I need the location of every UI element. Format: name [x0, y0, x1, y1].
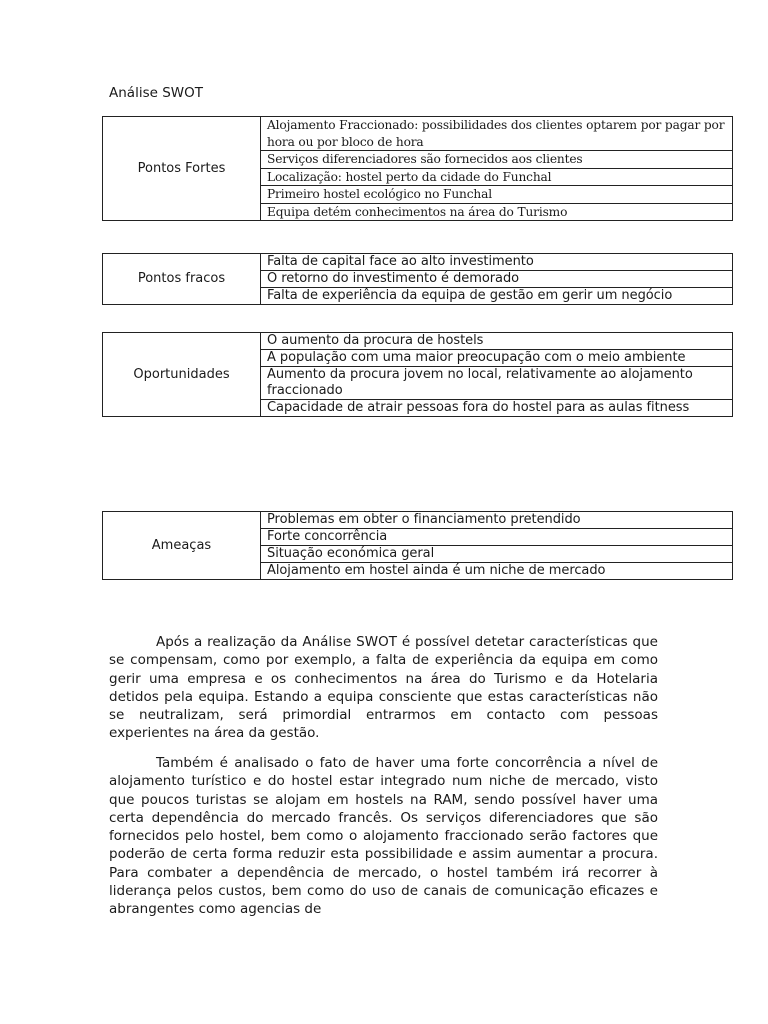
swot-category-opportunities: Oportunidades — [103, 333, 261, 417]
strength-item: Primeiro hostel ecológico no Funchal — [261, 186, 733, 204]
opportunity-item: O aumento da procura de hostels — [261, 333, 733, 350]
strength-item: Alojamento Fraccionado: possibilidades dos clientes optarem por pagar por hora ou por bloco de hora — [261, 117, 733, 151]
body-paragraph: Também é analisado o fato de haver uma forte concorrência a nível de alojamento turístico e do hostel estar integrado num niche de mercado, visto que poucos turistas se alojam em hostels na RAM, sendo possível haver uma certa dependência do mercado francês. Os serviços diferenciadores que são fornecidos pelo hostel, bem como o alojamento fraccionado serão factores que poderão de certa forma reduzir esta possibilidade e assim aumentar a procura. Para combater a dependência de mercado, o hostel também irá recorrer à liderança pelos custos, bem como do uso de canais de comunicação eficazes e abrangentes como agencias de — [109, 755, 658, 918]
swot-strengths-table — [102, 116, 733, 221]
swot-weaknesses-table — [102, 253, 733, 305]
table-row — [103, 254, 733, 271]
threat-item: Forte concorrência — [261, 529, 733, 546]
swot-opportunities-table — [102, 332, 733, 417]
weakness-item: O retorno do investimento é demorado — [261, 271, 733, 288]
strength-item: Serviços diferenciadores são fornecidos aos clientes — [261, 151, 733, 169]
table-row — [103, 333, 733, 350]
swot-threats-table — [102, 511, 733, 580]
threat-item: Situação económica geral — [261, 546, 733, 563]
opportunity-item: Capacidade de atrair pessoas fora do hostel para as aulas fitness — [261, 400, 733, 417]
threat-item: Alojamento em hostel ainda é um niche de mercado — [261, 563, 733, 580]
weakness-item: Falta de capital face ao alto investimento — [261, 254, 733, 271]
swot-category-strengths: Pontos Fortes — [103, 117, 261, 221]
table-row — [103, 512, 733, 529]
page-title: Análise SWOT — [109, 85, 203, 101]
body-paragraph: Após a realização da Análise SWOT é possível detetar características que se compensam, como por exemplo, a falta de experiência da equipa em como gerir uma empresa e os conhecimentos na área do Turismo e da Hotelaria detidos pela equipa. Estando a equipa consciente que estas características não se neutralizam, será primordial entrarmos em contacto com pessoas experientes na área da gestão. — [109, 634, 658, 742]
table-row — [103, 117, 733, 151]
threat-item: Problemas em obter o financiamento pretendido — [261, 512, 733, 529]
swot-category-weaknesses: Pontos fracos — [103, 254, 261, 305]
strength-item: Localização: hostel perto da cidade do Funchal — [261, 168, 733, 186]
opportunity-item: Aumento da procura jovem no local, relativamente ao alojamento fraccionado — [261, 367, 733, 400]
swot-category-threats: Ameaças — [103, 512, 261, 580]
strength-item: Equipa detém conhecimentos na área do Turismo — [261, 203, 733, 221]
weakness-item: Falta de experiência da equipa de gestão em gerir um negócio — [261, 288, 733, 305]
opportunity-item: A população com uma maior preocupação com o meio ambiente — [261, 350, 733, 367]
